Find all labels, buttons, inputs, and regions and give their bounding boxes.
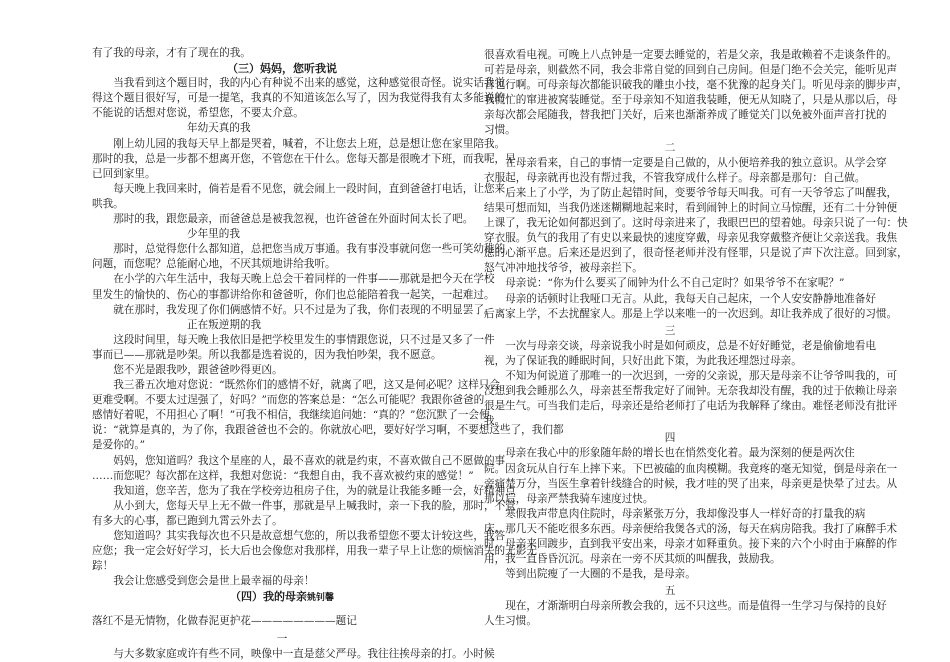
text-line [92, 514, 472, 529]
line-text: 后来上了小学，为了防止起错时间，变要爷爷每天叫我。可有一天爷爷忘了叫醒我， [505, 186, 898, 199]
line-text: 结果可想而知，当我仍迷迷糊糊地起来时，看到闹钟上的时间立马惊醒，还有二十分钟便 [484, 201, 898, 214]
line-text: 在小学的六年生活中，我每天晚上总会干着同样的一件事——那就是把今天在学校 [113, 273, 495, 286]
text-line [484, 108, 887, 123]
line-text: 有多大的心事，都已跑到九霄云外去了。 [92, 514, 283, 527]
text-line [92, 393, 485, 408]
line-text: 等到出院瘦了一大圈的不是我，是母亲。 [505, 568, 696, 581]
text-line [92, 529, 506, 544]
text-line [92, 574, 472, 589]
line-text: 怒气冲冲地找爷爷，被母亲拦下。 [484, 262, 643, 275]
line-text: 感情好着呢，不用担心了啊！”可我不相信，我继续追问她：“真的？”您沉默了一会便 [92, 409, 490, 422]
line-text: 踪！ [92, 560, 114, 573]
text-line [92, 106, 472, 121]
line-text: 可若是母亲，则截然不同，我会非常自觉的回到自己房间。但是门绝不会关完，能听见声 [484, 64, 898, 77]
text-line [484, 63, 898, 78]
text-line [92, 423, 564, 438]
text-line [92, 469, 472, 484]
text-line [92, 167, 472, 182]
line-text: 床。那几天不能吃很多东西。母亲便给我煲各式的汤，每天在病房陪我。我打了麻醉手术 [484, 522, 898, 535]
text-line [484, 186, 898, 201]
line-text: 那时的我，跟您最亲，而爸爸总是被我忽视，也许爸爸在外面时间太长了吧。 [113, 213, 474, 226]
text-line [92, 272, 495, 287]
text-line [484, 276, 856, 291]
text-line [484, 477, 898, 492]
line-text: 就在那时，我发现了你们俩感情不好。只不过是为了我，你们表现的不明显罢了。 [113, 303, 495, 316]
text-line [92, 484, 516, 499]
line-text: 没想到我会睡那么久，母亲甚至帮我定好了闹钟。无奈我却没有醒，我的过于依赖让母亲 [484, 385, 898, 398]
line-text: 年幼天真的我 [187, 122, 251, 135]
line-text: 更难受啊。不要太过逞强了，好吗？”而您的答案总是：“怎么可能呢？我跟你爸爸的 [92, 394, 485, 407]
text-line [484, 171, 866, 186]
text-line [92, 182, 506, 197]
line-text: 人生习惯。 [484, 615, 537, 628]
line-text: （三）妈妈，您听我说 [227, 62, 337, 76]
text-line [484, 292, 876, 307]
section-number [92, 630, 472, 647]
text-line [484, 414, 856, 429]
line-text: 您不光是跟我吵，跟爸爸吵得更凶。 [113, 363, 283, 376]
text-line [484, 507, 866, 522]
line-text: 时，母亲来回踱步，直到我平安出来，母亲才如释重负。接下来的六个小时由于麻醉的作 [484, 538, 898, 550]
line-text: 是爱你的。” [92, 439, 146, 452]
line-text: 从小到大，您每天早上无不做一件事，那就是早上喊我时，亲一下我的脸，那时，不管 [113, 499, 516, 512]
line-text: 每天晚上我回来时，倘若是看不见您，就会闹上一段时间，直到爸爸打电话，让您来 [113, 182, 506, 195]
section-heading [92, 589, 472, 606]
text-line [484, 123, 856, 138]
line-text: 寒假我声带息肉住院时，母亲紧张万分，我却像没事人一样好奇的打量我的病 [505, 507, 866, 520]
text-line [92, 499, 516, 514]
text-line [92, 76, 506, 91]
line-text: 与大多数家庭或许有些不同，映像中一直是慈父严母。我往往挨母亲的打。小时候 [113, 647, 495, 660]
text-line [92, 137, 506, 152]
text-line [484, 216, 908, 231]
text-line [484, 446, 856, 461]
line-text: 后离家上学，不去扰醒家人。那是上学以来唯一的一次迟到。却让我养成了很好的习惯。 [484, 307, 898, 320]
text-line [92, 559, 472, 574]
line-text: 母亲的话顿时让我哑口无言。从此，我每天自己起床，一个人安安静静地准备好 [505, 292, 876, 305]
text-line [92, 333, 495, 348]
line-text: 您知道吗？其实我每次也不只是故意想气您的，所以我希望您不要太计较这些，我答 [113, 530, 506, 542]
line-text: 里发生的愉快的、伤心的事都讲给你和爸爸听，你们也总能陪着我一起笑，一起难过。 [92, 288, 495, 301]
text-line [484, 354, 856, 369]
line-text: 穿衣服。负气的我用了有史以来最快的速度穿戴，母亲见我穿戴整齐便让父亲送我。我焦 [484, 232, 898, 245]
line-text: 习惯。 [484, 124, 516, 137]
text-line [484, 156, 887, 171]
text-line [484, 462, 898, 477]
sub-heading [92, 227, 472, 242]
line-text: 上课了，我无论如何都迟到了。这时母亲进来了，我眼巴巴的望着她。母亲只说了一句：快 [484, 217, 908, 230]
line-text: 用，我一直昏昏沉沉。母亲在一旁不厌其烦的叫醒我，鼓励我。 [484, 553, 781, 566]
text-line [484, 339, 876, 354]
text-line [92, 614, 472, 629]
line-text: 说：“就算是真的，为了你，我跟爸爸也不会的。你就放心吧，要好好学习啊，不要想这些了，我们都 [92, 424, 564, 437]
line-text: 有了我的母亲，才有了现在的我。 [92, 47, 251, 59]
line-text: 当我看到这个题目时，我的内心有种说不出来的感觉，这种感觉很奇怪。说实话我觉 [113, 77, 506, 90]
text-line [92, 348, 472, 363]
sub-heading [92, 318, 472, 333]
line-text: 亲每次都会尾随我，替我把门关好，后来也渐渐养成了睡觉关门以免被外面声音打扰的 [484, 109, 887, 122]
line-text: 很喜欢看电视。可晚上八点钟是一定要去睡觉的，若是父亲，我是敢赖着不走谈条件的。 [484, 49, 898, 61]
line-text: 不知为何说道了那唯一的一次迟到，一旁的父亲说，那天是母亲不让爷爷叫我的，可 [505, 369, 898, 382]
text-line [92, 303, 495, 318]
text-line [484, 307, 898, 322]
line-text: 我慌忙的窜进被窝装睡觉。至于母亲知不知道我装睡，便无从知晓了，只是从那以后，母 [484, 94, 898, 107]
line-text: 我知道，您辛苦，您为了我在学校旁边租房子住，为的就是让我能多睡一会，好精神点 [113, 484, 516, 497]
text-line [484, 261, 856, 276]
section-heading [92, 61, 472, 76]
line-text: 不能说的话想对您说，希望您，不要太介意。 [92, 107, 304, 120]
text-line [92, 91, 506, 106]
section-number [484, 429, 856, 446]
text-line [484, 537, 898, 552]
text-line [484, 231, 898, 246]
line-text: 母亲说：“你为什么要买了闹钟为什么不自己定时？如果爷爷不在家呢？” [505, 277, 845, 290]
text-line [92, 152, 516, 167]
text-line [484, 492, 856, 507]
line-text: 衣服起，母亲就再也没有帮过我，不管我穿成什么样子。母亲都是那句：自己做。 [484, 171, 866, 184]
line-text: 现在，才渐渐明白母亲所教会我的，远不只这些。而是值得一生学习与保持的良好 [505, 600, 887, 613]
text-line [484, 369, 898, 384]
text-line [484, 78, 908, 93]
line-text: 那时，总觉得您什么都知道，总把您当成万事通。我有事没事就问您一些可笑幼稚的 [113, 243, 506, 256]
text-line [92, 408, 490, 423]
line-text: 母亲在我心中的形象随年龄的增长也在悄然变化着。最为深刻的便是两次住 [505, 447, 855, 460]
line-text: 那以后，母亲严禁我骑车速度过快。 [484, 492, 654, 505]
text-line [484, 522, 898, 537]
text-line [484, 93, 898, 108]
line-text: 我三番五次地对您说：“既然你们的感情不好，就离了吧，这又是何必呢？这样只会 [113, 379, 500, 392]
right-text-column [484, 48, 908, 630]
text-line [92, 288, 495, 303]
line-text: 旁痛楚万分，当医生拿着针线缝合的时候，我才哇的哭了出来，母亲更是快晕了过去。从 [484, 477, 898, 490]
line-text: 很是生气。可当我们走后，母亲还是给老师打了电话为我解释了缘由。难怪老师没有批评 [484, 400, 898, 413]
line-text: 视，为了保证我的睡眠时间，只好出此下策，为此我还埋怨过母亲。 [484, 354, 802, 367]
line-text: 应您；我一定会好好学习，长大后也会像您对我那样，用我一辈子早上让您的烦恼消失的无影无 [92, 545, 537, 558]
line-text: 三 [664, 324, 676, 337]
line-text: ……而您呢？每次都在这样，我想对您说：“我想自由，我不喜欢被约束的感觉！” [92, 469, 474, 482]
text-line [484, 614, 856, 629]
sub-heading [92, 121, 472, 136]
text-line [92, 197, 472, 212]
text-line [484, 384, 898, 399]
line-text: 我。 [484, 415, 506, 428]
section-number [484, 139, 856, 156]
text-line [92, 46, 472, 61]
text-line [92, 242, 506, 257]
section-number [484, 322, 856, 339]
text-line [484, 246, 908, 261]
line-text: 刚上幼儿园的我每天早上都是哭着，喊着，不让您去上班，总是想让您在家里陪我。 [113, 137, 506, 150]
text-line [92, 438, 472, 453]
line-text: 正在叛逆期的我 [187, 318, 262, 331]
line-text: 一次与母亲交谈，母亲说我小时是如何顽皮，总是不好好睡觉，老是偷偷地看电 [505, 339, 876, 352]
line-text: 已回到家里。 [92, 167, 156, 180]
line-text: 少年里的我 [187, 228, 240, 241]
text-line [484, 567, 856, 582]
text-line [92, 378, 500, 393]
line-text: 一 [276, 632, 288, 645]
line-text: 得这个题目很好写，可是一提笔，我真的不知道该怎么写了，因为我觉得我有太多能说的 [92, 92, 506, 105]
text-line [484, 399, 898, 414]
line-text: 四 [664, 432, 676, 445]
section-number [484, 582, 856, 599]
text-line [484, 599, 887, 614]
line-text: （四）我的母亲 [229, 590, 307, 604]
text-line [484, 201, 898, 216]
text-line [92, 257, 472, 272]
text-line [92, 454, 506, 469]
spacer [92, 606, 472, 614]
line-text: 五 [664, 585, 676, 598]
line-text: 院。因贪玩从自行车上摔下来。下巴被磕的血肉模糊。我竟疼的毫无知觉，倒是母亲在一 [484, 462, 898, 475]
line-text: 妈妈，您知道吗？我这个星座的人，最不喜欢的就是约束，不喜欢做自己不愿做的事 [113, 454, 506, 467]
line-text: 在母亲看来，自己的事情一定要是自己做的，从小便培养我的独立意识。从学会穿 [505, 156, 887, 169]
line-text: 虑的心渐平息。后来还是迟到了，很奇怪老师并没有怪罪，只是说了声下次注意。回到家， [484, 247, 908, 260]
line-text: 音也行啊。可母亲每次都能识破我的雕虫小技，毫不犹豫的起身关门。听见母亲的脚步声， [484, 79, 908, 92]
text-line [92, 212, 472, 227]
line-text: 二 [664, 141, 676, 154]
line-text: 我会让您感受到您会是世上最幸福的母亲！ [113, 575, 315, 588]
text-line [484, 48, 898, 63]
line-text: 哄我。 [92, 197, 124, 210]
text-line [484, 552, 856, 567]
text-line [92, 647, 495, 662]
line-text: 事而已——那就是吵架。所以我都是选着说的，因为我怕吵架，我不愿意。 [92, 348, 442, 361]
text-line [92, 363, 472, 378]
line-text: 这段时间里，每天晚上我依旧是把学校里发生的事情跟您说，只不过是又多了一件 [113, 333, 495, 346]
line-text: 那时的我，总是一步都不想离开您，不管您在干什么。您每天都是很晚才下班，而我呢，早 [92, 152, 516, 165]
line-text: 落红不是无情物，化做春泥更护花————————题记 [92, 615, 357, 628]
text-line [92, 544, 537, 559]
author-name: 姚钊馨 [306, 593, 334, 604]
line-text: 问题，而您呢？总能耐心地，不厌其烦地讲给我听。 [92, 258, 336, 271]
